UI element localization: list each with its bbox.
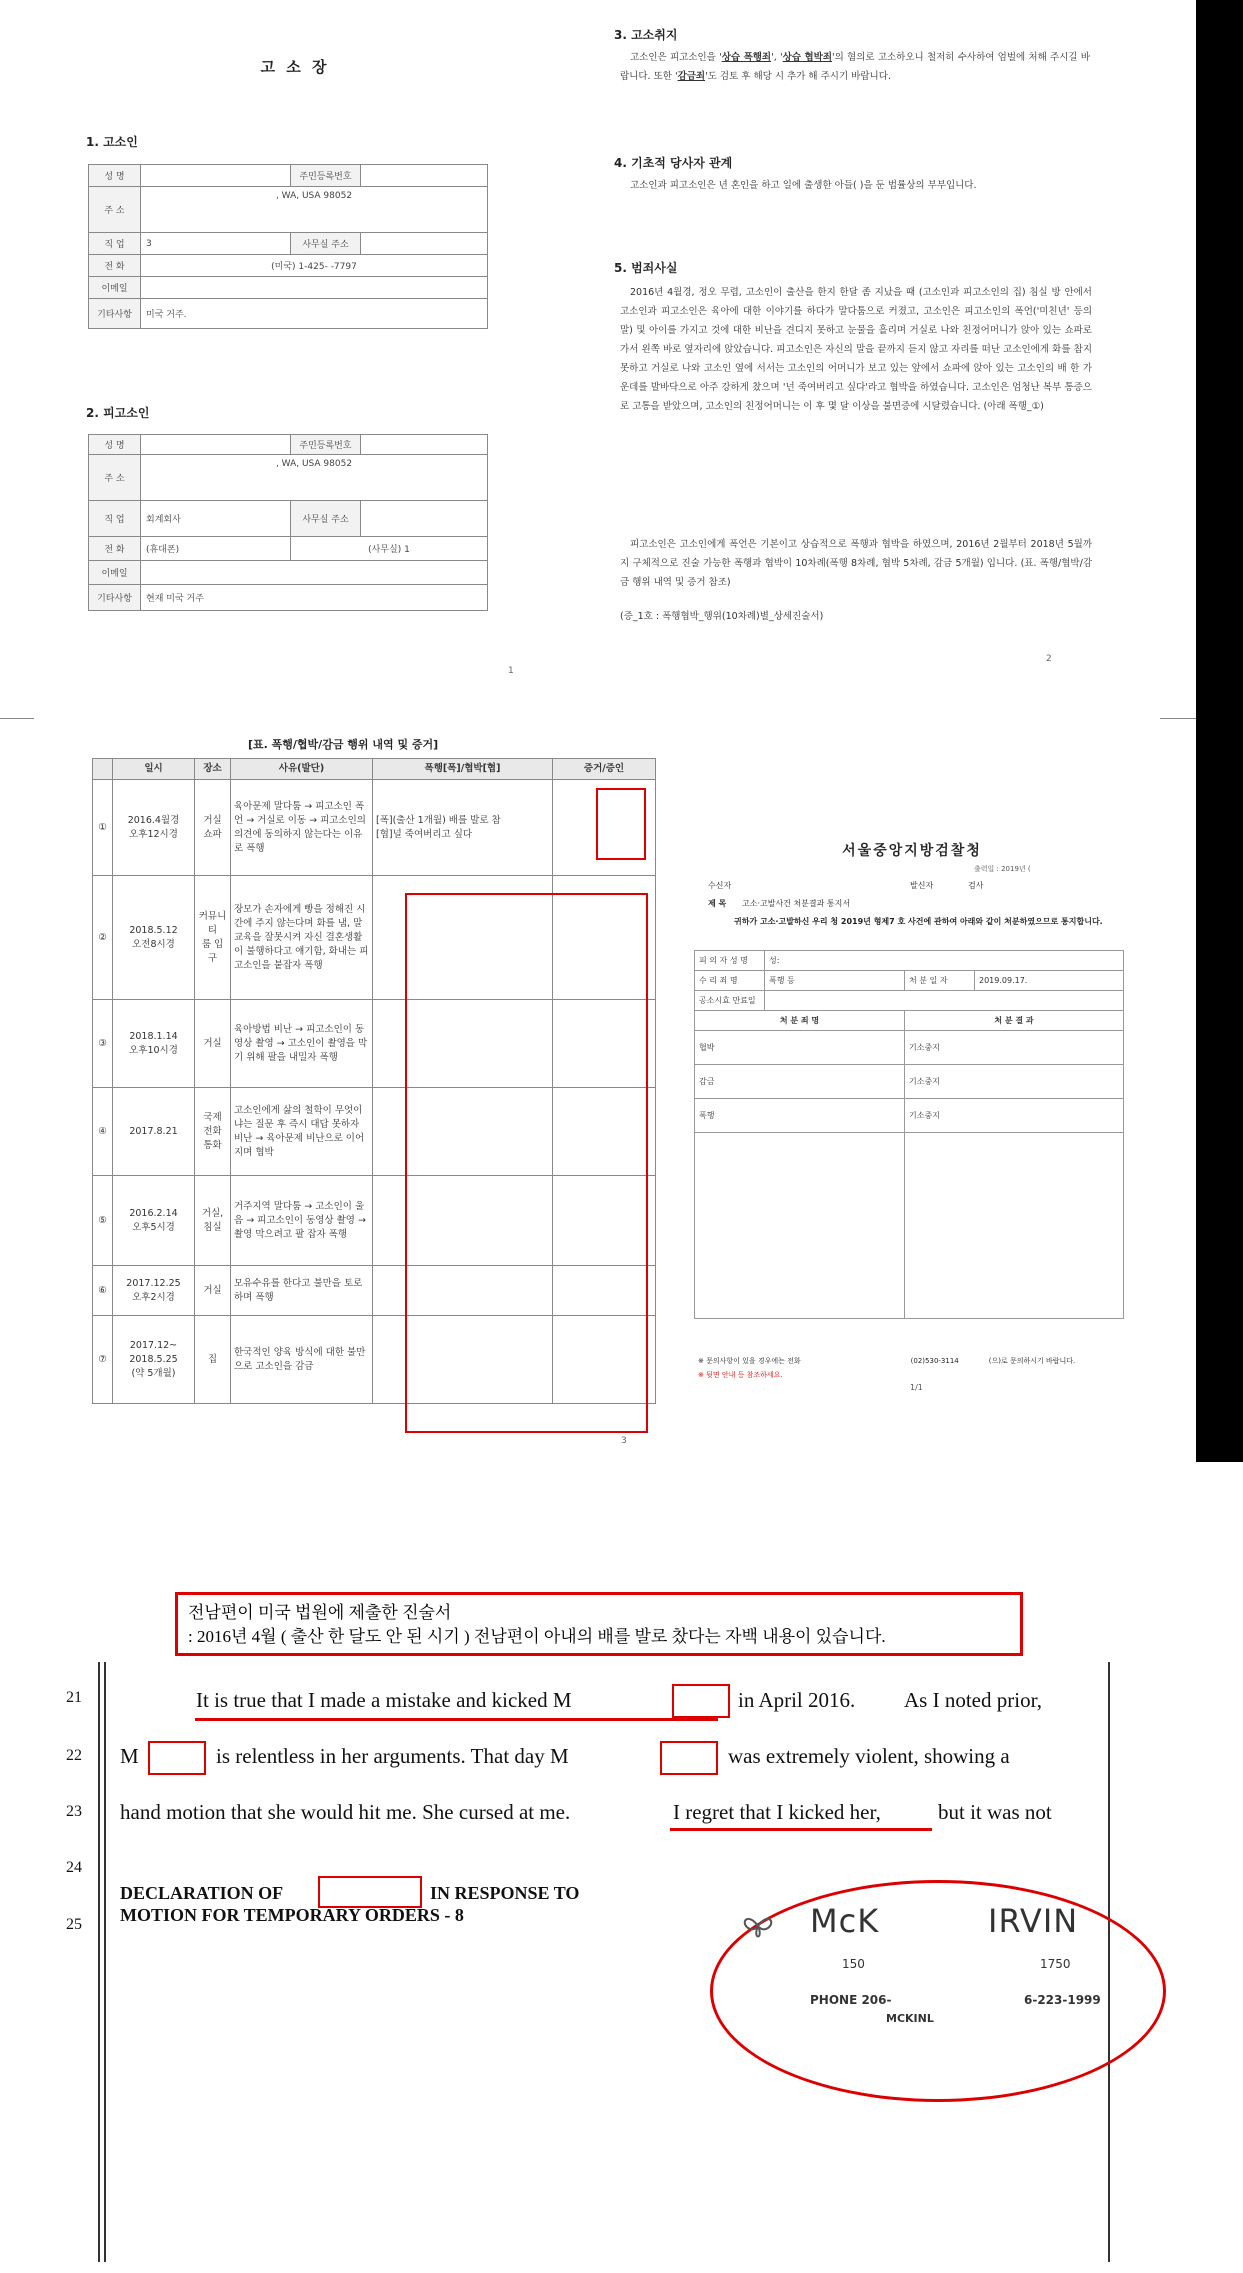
row-reason: 육아문제 말다툼 → 피고소인 폭언 → 거실로 이동 → 피고소인의 의견에 동의하지 않는다는 이유로 폭행	[231, 780, 373, 876]
row-place: 집	[195, 1316, 231, 1404]
label: 이메일	[89, 277, 141, 299]
text: '의 혐의로 고소하오니 철저히 수사하여 엄벌에 처해 주시길 바랍니다. 또한 '	[620, 52, 1090, 82]
row-date: 2016.2.14 오후5시경	[113, 1176, 195, 1266]
col-header: 일시	[113, 759, 195, 780]
firm-logo-icon	[738, 1906, 778, 1946]
notice-table	[694, 950, 1124, 1319]
purpose-text	[620, 48, 1090, 86]
complainant-etc: 미국 거주.	[141, 299, 488, 329]
text: 고소인은 피고소인을 '	[630, 52, 722, 63]
disposed-crime: 감금	[695, 1065, 905, 1099]
label: 기타사항	[89, 585, 141, 611]
row-date: 2018.1.14 오후10시경	[113, 1000, 195, 1088]
col-header: 처 분 죄 명	[695, 1011, 905, 1031]
text: ※ 문의사항이 있을 경우에는 전화	[698, 1357, 801, 1365]
table-row	[93, 780, 656, 876]
section-complainant: 1. 고소인	[86, 135, 138, 149]
row-place: 거실	[195, 1000, 231, 1088]
defendant-address: , WA, USA 98052	[141, 455, 488, 501]
subject-value: 고소·고발사건 처분결과 통지서	[742, 899, 851, 908]
label: 전 화	[89, 537, 141, 561]
label: 수 리 죄 명	[695, 971, 765, 991]
section-purpose: 3. 고소취지	[614, 28, 678, 42]
row-no: ②	[93, 876, 113, 1000]
footer-note: ※ 뒷면 안내 등 참조하세요.	[698, 1371, 783, 1379]
line-22-text-c: was extremely violent, showing a	[728, 1744, 1010, 1768]
crop-mark	[1160, 718, 1196, 719]
relationship-text: 고소인과 피고소인은 년 혼인을 하고 일에 출생한 아들( )을 둔 법률상의 부부입니다.	[630, 180, 977, 191]
prosecutor-notice	[694, 828, 1130, 1388]
row-reason: 고소인에게 삶의 철학이 무엇이냐는 질문 후 즉시 대답 못하자 비난 → 육아문제 비난으로 이어지며 협박	[231, 1088, 373, 1176]
underline-red	[195, 1718, 718, 1721]
firm-address-a: 150	[842, 1957, 865, 1971]
accepted-crime: 폭행 등	[765, 971, 905, 991]
underline-red	[670, 1828, 932, 1831]
firm-name-b: IRVIN	[988, 1902, 1079, 1940]
label: 공소시효 만료일	[695, 991, 765, 1011]
row-date: 2018.5.12 오전8시경	[113, 876, 195, 1000]
label: 직 업	[89, 501, 141, 537]
defendant-office-phone: (사무실) 1	[291, 537, 488, 561]
row-place: 국제 전화 통화	[195, 1088, 231, 1176]
label: 기타사항	[89, 299, 141, 329]
row-place: 거실, 침실	[195, 1176, 231, 1266]
col-header	[93, 759, 113, 780]
text: (으)로 문의하시기 바랍니다.	[988, 1357, 1076, 1365]
banner-line-2: : 2016년 4월 ( 출산 한 달도 안 된 시기 ) 전남편이 아내의 배를 발로 찼다는 자백 내용이 있습니다.	[188, 1627, 886, 1646]
section-defendant: 2. 피고소인	[86, 406, 150, 420]
line-23-text-b: I regret that I kicked her,	[673, 1800, 881, 1824]
disposition-result: 기소중지	[905, 1065, 1124, 1099]
decl-caption-c: MOTION FOR TEMPORARY ORDERS - 8	[120, 1905, 464, 1925]
col-header: 처 분 결 과	[905, 1011, 1124, 1031]
row-date: 2017.12~ 2018.5.25 (약 5개월)	[113, 1316, 195, 1404]
suspect-name: 성:	[765, 951, 1124, 971]
complainant-phone: (미국) 1-425- -7797	[141, 255, 488, 277]
complainant-table	[88, 164, 488, 329]
disposition-date: 2019.09.17.	[975, 971, 1124, 991]
firm-website: MCKINL	[886, 2012, 934, 2025]
line-number: 22	[66, 1747, 82, 1764]
row-reason: 육아방법 비난 → 피고소인이 동영상 촬영 → 고소인이 촬영을 막기 위해 팔을 내밀자 폭행	[231, 1000, 373, 1088]
label: 전 화	[89, 255, 141, 277]
crop-mark	[0, 718, 34, 719]
label: 처 분 일 자	[905, 971, 975, 991]
label: 주민등록번호	[291, 435, 361, 455]
redaction-box	[672, 1684, 730, 1718]
row-reason: 모유수유를 한다고 불만을 토로하며 폭행	[231, 1266, 373, 1316]
label: 이메일	[89, 561, 141, 585]
defendant-table	[88, 434, 488, 611]
line-number: 21	[66, 1689, 82, 1706]
line-22-text-b: is relentless in her arguments. That day M	[216, 1744, 569, 1768]
label: 주민등록번호	[291, 165, 361, 187]
defendant-phone: (휴대폰)	[141, 537, 291, 561]
text: (02)530-3114	[910, 1357, 959, 1365]
col-header: 증거/증인	[553, 759, 656, 780]
charge-threat: 상습 협박죄	[782, 52, 833, 63]
redaction-box	[596, 788, 646, 860]
highlight-ellipse	[710, 1880, 1166, 2102]
label: 사무실 주소	[291, 233, 361, 255]
defendant-job: 회계회사	[141, 501, 291, 537]
line-23-text-a: hand motion that she would hit me. She cursed at me.	[120, 1800, 571, 1824]
complaint-page-3	[0, 718, 1196, 1462]
line-number: 23	[66, 1803, 82, 1820]
disposed-crime: 협박	[695, 1031, 905, 1065]
decl-caption-a: DECLARATION OF	[120, 1883, 284, 1903]
label: 성 명	[89, 435, 141, 455]
charge-assault: 상습 폭행죄	[721, 52, 772, 63]
redaction-box	[660, 1741, 718, 1775]
evidence-note: (증_1호 : 폭행협박_행위(10차례)별_상세진술서)	[620, 611, 824, 622]
line-21-text-a: It is true that I made a mistake and kicked M	[196, 1688, 572, 1712]
line-21-text-c: As I noted prior,	[904, 1688, 1042, 1712]
footer-contact	[698, 1356, 1075, 1366]
margin-rule	[98, 1662, 100, 2262]
page-number: 1	[508, 666, 514, 676]
banner-line-1: 전남편이 미국 법원에 제출한 진술서	[188, 1603, 452, 1622]
text: ', '	[771, 52, 783, 63]
row-place: 거실 쇼파	[195, 780, 231, 876]
row-no: ①	[93, 780, 113, 876]
recipient-label: 수신자	[708, 881, 732, 890]
row-date: 2016.4월경 오후12시경	[113, 780, 195, 876]
label: 사무실 주소	[291, 501, 361, 537]
defendant-etc: 현재 미국 거주	[141, 585, 488, 611]
firm-address-b: 1750	[1040, 1957, 1071, 1971]
row-place: 커뮤니티 룸 입구	[195, 876, 231, 1000]
line-22-text-a: M	[120, 1744, 139, 1768]
sender-value: 검사	[968, 881, 984, 890]
charge-confinement: 감금죄	[677, 71, 706, 82]
col-header: 장소	[195, 759, 231, 780]
complainant-job: 3	[141, 233, 291, 255]
doc-title: 고 소 장	[260, 58, 330, 76]
line-number: 24	[66, 1859, 82, 1876]
firm-phone-a: PHONE 206-	[810, 1993, 892, 2007]
row-act: [폭](출산 1개월) 배를 발로 참 [협]널 죽여버리고 싶다	[373, 780, 553, 876]
section-facts: 5. 범죄사실	[614, 261, 678, 275]
label: 피 의 자 성 명	[695, 951, 765, 971]
declaration-excerpt	[0, 1462, 1243, 2273]
notice-text: 귀하가 고소·고발하신 우리 청 2019년 형제7 호 사건에 관하여 아래와 같이 처분하였으므로 통지합니다.	[734, 917, 1103, 926]
firm-name-a: McK	[810, 1902, 880, 1940]
sender-label: 발신자	[910, 881, 934, 890]
complaint-page-2	[590, 0, 1196, 712]
label: 성 명	[89, 165, 141, 187]
issue-date: 출력일 : 2019년 (	[974, 865, 1031, 873]
page-number: 3	[621, 1436, 627, 1446]
black-margin	[1196, 0, 1243, 1462]
complaint-page-1	[0, 0, 590, 712]
section-relationship: 4. 기초적 당사자 관계	[614, 156, 733, 170]
row-date: 2017.12.25 오후2시경	[113, 1266, 195, 1316]
label: 직 업	[89, 233, 141, 255]
row-reason: 장모가 손자에게 빵을 정해진 시간에 주지 않는다며 화를 냄, 말 교육을 잘못시켜 자신 결혼생활이 불행하다고 얘기함, 화내는 피고소인을 붙잡자 폭행	[231, 876, 373, 1000]
disposition-result: 기소중지	[905, 1099, 1124, 1133]
col-header: 폭행[폭]/협박[협]	[373, 759, 553, 780]
row-reason: 한국적인 양육 방식에 대한 불만으로 고소인을 감금	[231, 1316, 373, 1404]
redaction-box	[318, 1876, 422, 1908]
decl-caption-b: IN RESPONSE TO	[430, 1883, 580, 1903]
col-header: 사유(발단)	[231, 759, 373, 780]
disposition-result: 기소중지	[905, 1031, 1124, 1065]
facts-paragraph-2: 피고소인은 고소인에게 폭언은 기본이고 상습적으로 폭행과 협박을 하였으며, 2016년 2월부터 2018년 5월까지 구체적으로 진술 가능한 폭행과 협박이 10차례(폭행 8차례, 협박 5차례, 감금 5개월) 입니다. (표. 폭행/협박/감금 행위 내역 및 증거 참조)	[620, 539, 1092, 588]
row-place: 거실	[195, 1266, 231, 1316]
table-caption: [표. 폭행/협박/감금 행위 내역 및 증거]	[248, 738, 439, 751]
line-number: 25	[66, 1916, 82, 1933]
text: '도 검토 후 해당 시 추가 해 주시기 바랍니다.	[705, 71, 891, 82]
label: 주 소	[89, 187, 141, 233]
margin-rule	[104, 1662, 106, 2262]
redaction-box	[148, 1741, 206, 1775]
line-23-text-c: but it was not	[938, 1800, 1052, 1824]
row-date: 2017.8.21	[113, 1088, 195, 1176]
facts-paragraph-1: 2016년 4월경, 정오 무렵, 고소인이 출산을 한지 한달 좀 지났을 때 (고소인과 피고소인의 집) 침실 방 안에서 고소인과 피고소인은 육아에 대한 이야기를 하다가 말다툼으로 커졌고, 고소인은 피고소인의 폭언('미친년' 등의 말) 및 아이를 가지고 것에 대한 비난을 견디지 못하고 눈물을 흘리며 거실로 나와 친정어머니가 앉아 있는 쇼파로 가서 왼쪽 바로 옆자리에 앉았습니다. 피고소인은 자신의 말을 끝까지 듣지 않고 자리를 떠난 고소인에게 화를 참지 못하고 거실로 나와 고소인 옆에 서서는 고소인의 어머니가 보고 있는 앞에서 쇼파에 앉아 있는 고소인의 배 한 가운데를 발바닥으로 아주 강하게 찼으며 '넌 죽여버리고 싶다'라고 협박을 하였습니다. 고소인은 엄청난 복부 통증으로 고통을 받았으며, 고소인의 친정어머니는 이 후 몇 달 이상을 불면증에 시달렸습니다. (아래 폭행_①)	[620, 287, 1092, 412]
row-no: ④	[93, 1088, 113, 1176]
redaction-box	[405, 893, 648, 1433]
row-reason: 거주지역 말다툼 → 고소인이 울음 → 피고소인이 동영상 촬영 → 촬영 막으려고 팔 잡자 폭행	[231, 1176, 373, 1266]
label: 주 소	[89, 455, 141, 501]
row-no: ③	[93, 1000, 113, 1088]
row-no: ⑥	[93, 1266, 113, 1316]
row-no: ⑤	[93, 1176, 113, 1266]
page-number: 2	[1046, 654, 1052, 664]
row-no: ⑦	[93, 1316, 113, 1404]
complainant-address: , WA, USA 98052	[141, 187, 488, 233]
disposed-crime: 폭행	[695, 1099, 905, 1133]
banner-box	[175, 1592, 1023, 1656]
subject-label: 제 목	[708, 899, 727, 908]
line-21-text-b: in April 2016.	[738, 1688, 856, 1712]
notice-page: 1/1	[910, 1383, 923, 1392]
notice-title: 서울중앙지방검찰청	[842, 844, 982, 859]
firm-phone-b: 6-223-1999	[1024, 1993, 1101, 2007]
